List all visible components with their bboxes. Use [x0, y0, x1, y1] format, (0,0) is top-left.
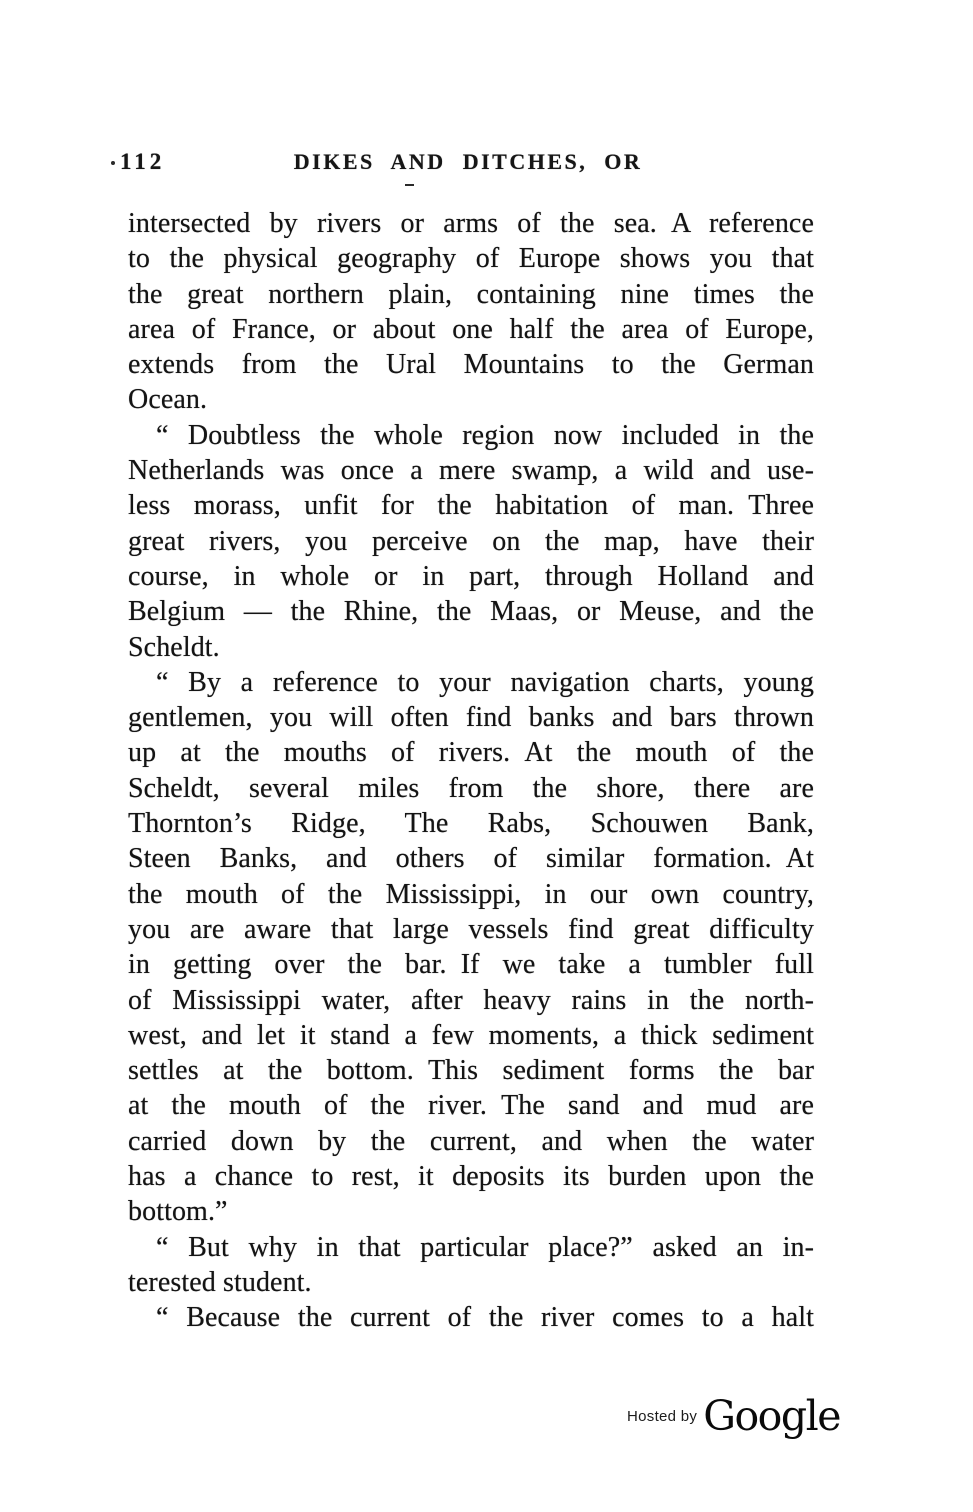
text-line: Scheldt, several miles from the shore, there are — [128, 772, 814, 804]
text-line: the mouth of the Mississippi, in our own country, — [128, 878, 814, 910]
text-line: gentlemen, you will often find banks and bars thrown — [128, 702, 814, 734]
text-line: Steen Banks, and others of similar formation. At — [128, 843, 814, 875]
scan-speck-dash — [405, 184, 414, 186]
text-line: settles at the bottom. This sediment forms the bar — [128, 1055, 814, 1087]
text-line: the great northern plain, containing nine times the — [128, 278, 814, 310]
page-text — [128, 206, 814, 1336]
google-watermark — [627, 1392, 840, 1440]
text-line: less morass, unfit for the habitation of man. Three — [128, 490, 814, 522]
text-line: area of France, or about one half the area of Europe, — [128, 313, 814, 345]
text-line: has a chance to rest, it deposits its burden upon the — [128, 1161, 814, 1193]
text-line: extends from the Ural Mountains to the German — [128, 349, 814, 381]
google-logo: Google — [703, 1392, 840, 1440]
text-line: Thornton’s Ridge, The Rabs, Schouwen Bank, — [128, 808, 814, 840]
text-line: terested student. — [128, 1266, 312, 1298]
text-line: “ But why in that particular place?” asked an in- — [156, 1231, 814, 1263]
text-line: at the mouth of the river. The sand and mud are — [128, 1090, 814, 1122]
text-line: intersected by rivers or arms of the sea. A reference — [128, 208, 814, 239]
text-line: “ Doubtless the whole region now included in the — [156, 419, 814, 451]
text-line: carried down by the current, and when the water — [128, 1125, 814, 1157]
text-line: Ocean. — [128, 384, 208, 416]
running-title: DIKES AND DITCHES, OR — [293, 149, 643, 174]
text-line: course, in whole or in part, through Holland and — [128, 560, 814, 592]
text-line: Scheldt. — [128, 631, 220, 663]
page-number: 112 — [120, 149, 166, 174]
text-line: bottom.” — [128, 1196, 228, 1228]
text-line: Belgium — the Rhine, the Maas, or Meuse, and the — [128, 596, 814, 628]
text-line: great rivers, you perceive on the map, have their — [128, 525, 814, 557]
text-line: of Mississippi water, after heavy rains in the north- — [128, 984, 814, 1016]
text-line: to the physical geography of Europe shows you that — [128, 243, 814, 275]
scan-speck-dot — [111, 161, 115, 165]
text-line: west, and let it stand a few moments, a thick sediment — [128, 1019, 814, 1051]
text-line: Netherlands was once a mere swamp, a wild and use- — [128, 455, 814, 487]
text-line: “ By a reference to your navigation charts, young — [156, 666, 814, 698]
hosted-by-label: Hosted by — [627, 1408, 698, 1425]
text-line: up at the mouths of rivers. At the mouth of the — [128, 737, 814, 769]
text-line: you are aware that large vessels find great difficulty — [128, 913, 814, 945]
text-line: “ Because the current of the river comes to a halt — [156, 1302, 814, 1334]
text-line: in getting over the bar. If we take a tumbler full — [128, 949, 814, 981]
